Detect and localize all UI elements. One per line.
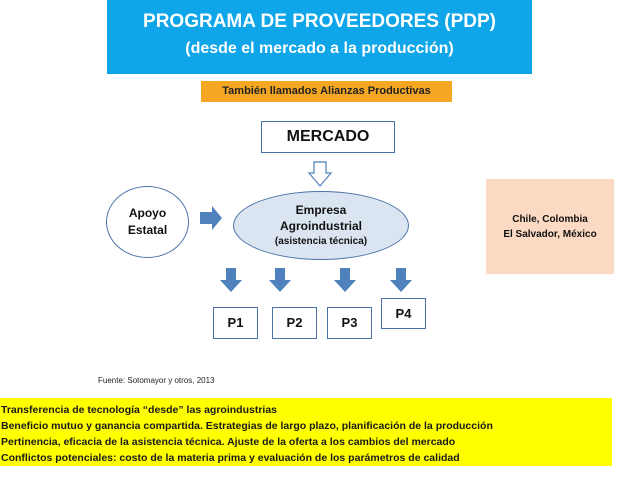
empresa-line-2: Agroindustrial	[279, 218, 362, 233]
note-line: Pertinencia, eficacia de la asistencia técnica. Ajuste de la oferta a los cambios del mercado	[1, 436, 456, 448]
notes-panel	[0, 398, 612, 466]
down-arrow-outline	[309, 162, 331, 186]
countries-line-1: Chile, Colombia	[512, 213, 588, 225]
down-arrow-icon-p2	[269, 268, 291, 292]
apoyo-line-2: Estatal	[127, 223, 168, 237]
empresa-line-1: Empresa	[295, 202, 347, 217]
provider-box-p3: P3	[327, 307, 372, 339]
down-arrow-icon-p3	[334, 268, 356, 292]
title-line-1: PROGRAMA DE PROVEEDORES (PDP)	[143, 11, 496, 32]
note-line: Conflictos potenciales: costo de la materia prima y evaluación de los parámetros de calidad	[1, 452, 460, 464]
provider-box-p4: P4	[381, 298, 426, 329]
alias-tag: También llamados Alianzas Productivas	[201, 81, 452, 102]
source-note: Fuente: Sotomayor y otros, 2013	[98, 376, 215, 385]
title-line-2: (desde el mercado a la producción)	[185, 40, 454, 57]
down-arrow-icon-p4	[390, 268, 412, 292]
apoyo-estatal-node	[106, 186, 189, 258]
apoyo-line-1: Apoyo	[128, 206, 167, 220]
down-arrow-icon-p1	[220, 268, 242, 292]
provider-box-p1: P1	[213, 307, 258, 339]
note-line: Beneficio mutuo y ganancia compartida. Estrategias de largo plazo, planificación de la producción	[1, 420, 493, 432]
mercado-box: MERCADO	[261, 121, 395, 153]
note-line: Transferencia de tecnología “desde” las agroindustrias	[1, 404, 278, 416]
empresa-agroindustrial-node	[233, 191, 409, 260]
right-arrow-icon	[200, 206, 222, 230]
provider-box-p2: P2	[272, 307, 317, 339]
countries-box	[486, 179, 614, 274]
empresa-line-3: (asistencia técnica)	[274, 235, 368, 247]
countries-line-2: El Salvador, México	[503, 228, 597, 240]
